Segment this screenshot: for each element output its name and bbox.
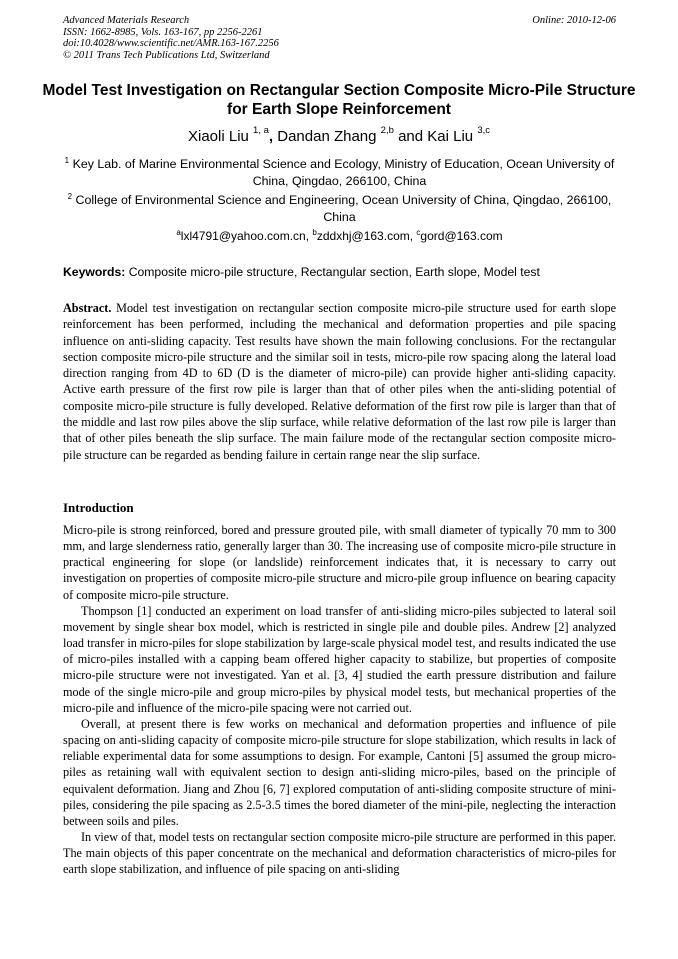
doi-line: doi:10.4028/www.scientific.net/AMR.163-167.2256 bbox=[63, 38, 279, 49]
keywords bbox=[63, 264, 616, 280]
email-a-marker: a bbox=[176, 228, 181, 237]
keywords-label: Keywords: bbox=[63, 265, 126, 279]
introduction-body bbox=[63, 522, 616, 877]
email-b: zddxhj@163.com, bbox=[316, 229, 414, 243]
keywords-text: Composite micro-pile structure, Rectangular section, Earth slope, Model test bbox=[128, 265, 540, 279]
author-line bbox=[40, 125, 638, 146]
email-b-marker: b bbox=[312, 228, 317, 237]
author-1: Xiaoli Liu bbox=[188, 128, 249, 145]
author-separator: , bbox=[268, 128, 274, 145]
paragraph: Thompson [1] conducted an experiment on load transfer of anti-sliding micro-piles subjected to lateral soil movement by single shear box model, which is restricted in single pile and double piles. Andrew [2] analyzed load transfer in micro-piles for slope stabilization by large-scale physical model test, and results indicated the use of micro-piles installed with a capping beam offered higher capacity to stabilize, but properties of composite micro-pile structure were not investigated. Yan et al. [3, 4] studied the earth pressure distribution and failure mode of the single micro-pile and group micro-piles by physical model tests, but mechanical properties of the micro-pile and influence of the micro-pile spacing were not carried out. bbox=[63, 603, 616, 715]
author-1-affiliation: 1, a bbox=[253, 125, 269, 136]
email-c-marker: c bbox=[416, 228, 421, 237]
email-a: lxl4791@yahoo.com.cn, bbox=[180, 229, 310, 243]
affiliation-2-text: College of Environmental Science and Engineering, Ocean University of China, Qingdao, 266100, China bbox=[75, 193, 612, 224]
email-c: gord@163.com bbox=[420, 229, 503, 243]
abstract bbox=[63, 300, 616, 463]
paper-title: Model Test Investigation on Rectangular Section Composite Micro-Pile Structure for Earth Slope Reinforcement bbox=[42, 82, 636, 118]
affiliation-1-number: 1 bbox=[64, 155, 70, 165]
journal-name: Advanced Materials Research bbox=[63, 15, 190, 26]
paragraph: Overall, at present there is few works on mechanical and deformation properties and influence of pile spacing on anti-sliding capacity of composite micro-pile structure for slope stabilization, which results in lack of reliable experimental data for some assumptions to design. For example, Cantoni [5] assumed the group micro-piles as retaining wall with equivalent section to design anti-sliding micro-piles, based on the principle of equivalent deformation. Jiang and Zhou [6, 7] explored computation of anti-sliding composite structure of mini-piles, considering the pile spacing as 2.5-3.5 times the bored diameter of the mini-pile, neglecting the interaction between soils and piles. bbox=[63, 716, 616, 828]
author-2-affiliation: 2,b bbox=[380, 125, 394, 136]
abstract-label: Abstract. bbox=[63, 301, 112, 315]
abstract-text: Model test investigation on rectangular section composite micro-pile structure used for earth slope reinforcement has been performed, including the mechanical and deformation properties and pile spacing influence on anti-sliding capacity. Test results have shown the main following conclusions. For the rectangular section composite micro-pile structure and the similar soil in tests, micro-pile row spacing along the lateral load direction ranging from 4D to 6D (D is the diameter of micro-pile) can provide higher anti-sliding capacity. Active earth pressure of the first row pile is larger than that of other piles when the anti-sliding potential of composite micro-pile structure is fully developed. Relative deformation of the first row pile is larger than that of the middle and last row piles above the slip surface, while relative deformation of the last row pile is larger than that of other piles beneath the slip surface. The main failure mode of the rectangular section composite micro-pile structure can be regarded as bending failure in certain range near the slip surface. bbox=[63, 301, 616, 462]
affiliation-2-number: 2 bbox=[67, 191, 73, 201]
affiliation-2 bbox=[63, 192, 616, 226]
author-conjunction: and bbox=[398, 128, 424, 145]
affiliation-1-text: Key Lab. of Marine Environmental Science and Ecology, Ministry of Education, Ocean University of China, Qingdao, 266100, China bbox=[72, 157, 615, 188]
online-date: Online: 2010-12-06 bbox=[532, 15, 616, 26]
paragraph: In view of that, model tests on rectangular section composite micro-pile structure are performed in this paper. The main objects of this paper concentrate on the mechanical and deformation characteristics of micro-piles for earth slope stabilization, and influence of pile spacing on anti-sliding bbox=[63, 829, 616, 877]
email-line bbox=[63, 228, 616, 244]
author-3-affiliation: 3,c bbox=[477, 125, 490, 136]
issn-line: ISSN: 1662-8985, Vols. 163-167, pp 2256-2261 bbox=[63, 26, 263, 38]
paragraph: Micro-pile is strong reinforced, bored and pressure grouted pile, with small diameter of typically 70 mm to 300 mm, and large slenderness ratio, generally larger than 30. The increasing use of composite micro-pile structure in practical engineering for slope (or landslide) reinforcement indicates that, it is necessary to carry out investigation on properties of composite micro-pile structure and micro-pile group influence on bearing capacity of composite micro-pile structure. bbox=[63, 523, 616, 602]
section-heading-introduction: Introduction bbox=[63, 500, 134, 515]
author-3: Kai Liu bbox=[427, 128, 474, 145]
journal-header bbox=[63, 15, 616, 61]
affiliation-1 bbox=[63, 156, 616, 190]
author-2: Dandan Zhang bbox=[277, 128, 377, 145]
copyright-line: © 2011 Trans Tech Publications Ltd, Switzerland bbox=[63, 49, 270, 61]
